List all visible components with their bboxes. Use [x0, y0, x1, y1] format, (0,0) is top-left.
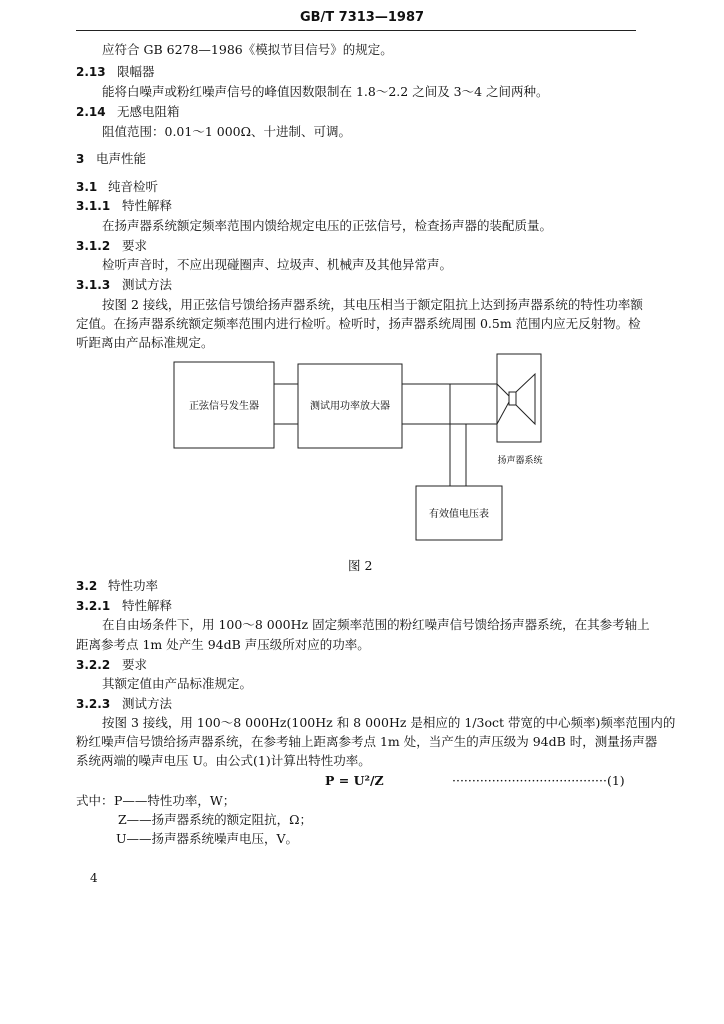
section-heading: 特性解释 — [122, 198, 173, 213]
section-heading: 测试方法 — [122, 696, 173, 711]
section-number: 3 — [76, 152, 85, 166]
text-line: 粉红噪声信号馈给扬声器系统，在参考轴上距离参考点 1m 处，当产生的声压级为 94dB 时，测量扬声器 — [76, 734, 658, 749]
text-line: 能将白噪声或粉红噪声信号的峰值因数限制在 1.8～2.2 之间及 3～4 之间两种。 — [102, 84, 549, 99]
speaker-enclosure — [497, 354, 541, 442]
section-heading: 特性解释 — [122, 598, 173, 613]
text-line: 听距离由产品标准规定。 — [76, 335, 214, 350]
formula-number: ·······································(1) — [452, 773, 625, 788]
signal-generator-label: 正弦信号发生器 — [189, 401, 259, 412]
text-line: 检听声音时，不应出现碰圈声、垃圾声、机械声及其他异常声。 — [102, 257, 453, 272]
figure-caption: 图 2 — [348, 558, 373, 573]
text-line: 按图 2 接线，用正弦信号馈给扬声器系统，其电压相当于额定阻抗上达到扬声器系统的特性功率额 — [102, 297, 643, 312]
speaker-magnet — [509, 392, 516, 405]
figure-2-diagram — [0, 352, 724, 542]
section-heading: 测试方法 — [122, 277, 173, 292]
section-heading: 要求 — [122, 657, 148, 672]
formula: P = U²/Z — [325, 773, 384, 788]
section-number: 3.1.3 — [76, 278, 111, 292]
text-line: 应符合 GB 6278—1986《模拟节目信号》的规定。 — [102, 42, 393, 57]
where-prefix: 式中： — [76, 793, 114, 808]
section-heading: 限幅器 — [117, 64, 155, 79]
text-line: 阻值范围：0.01～1 000Ω、十进制、可调。 — [102, 124, 351, 139]
text-line: 在自由场条件下，用 100～8 000Hz 固定频率范围的粉红噪声信号馈给扬声器系统，在其参考轴上 — [102, 617, 650, 632]
section-number: 3.2.2 — [76, 658, 111, 672]
section-number: 2.13 — [76, 65, 106, 79]
variable-definition: Z——扬声器系统的额定阻抗，Ω； — [118, 812, 313, 827]
section-heading: 纯音检听 — [108, 179, 159, 194]
text-line: 在扬声器系统额定频率范围内馈给规定电压的正弦信号，检查扬声器的装配质量。 — [102, 218, 553, 233]
section-number: 2.14 — [76, 105, 106, 119]
text-line: 按图 3 接线，用 100～8 000Hz(100Hz 和 8 000Hz 是相应的 1/3oct 带宽的中心频率)频率范围内的 — [102, 715, 676, 730]
page-number: 4 — [90, 871, 98, 885]
section-number: 3.2 — [76, 579, 98, 593]
header-rule — [76, 30, 636, 31]
speaker-label: 扬声器系统 — [497, 456, 543, 466]
variable-definition: P——特性功率，W； — [114, 793, 236, 808]
section-heading: 电声性能 — [96, 151, 147, 166]
section-heading: 无感电阻箱 — [117, 104, 180, 119]
text-line: 定值。在扬声器系统额定频率范围内进行检听。检听时，扬声器系统周围 0.5m 范围内应无反射物。检 — [76, 316, 641, 331]
section-number: 3.2.3 — [76, 697, 111, 711]
variable-definition: U——扬声器系统噪声电压，V。 — [116, 831, 299, 846]
section-number: 3.1.2 — [76, 239, 111, 253]
section-heading: 要求 — [122, 238, 148, 253]
text-line: 距离参考点 1m 处产生 94dB 声压级所对应的功率。 — [76, 637, 370, 652]
section-number: 3.2.1 — [76, 599, 111, 613]
page-header: GB/T 7313—1987 — [299, 10, 425, 25]
rms-voltmeter-label: 有效值电压表 — [429, 509, 489, 520]
text-line: 系统两端的噪声电压 U。由公式(1)计算出特性功率。 — [76, 753, 371, 768]
section-number: 3.1.1 — [76, 199, 111, 213]
text-line: 其额定值由产品标准规定。 — [102, 676, 253, 691]
section-number: 3.1 — [76, 180, 98, 194]
power-amplifier-label: 测试用功率放大器 — [310, 401, 390, 412]
section-heading: 特性功率 — [108, 578, 159, 593]
